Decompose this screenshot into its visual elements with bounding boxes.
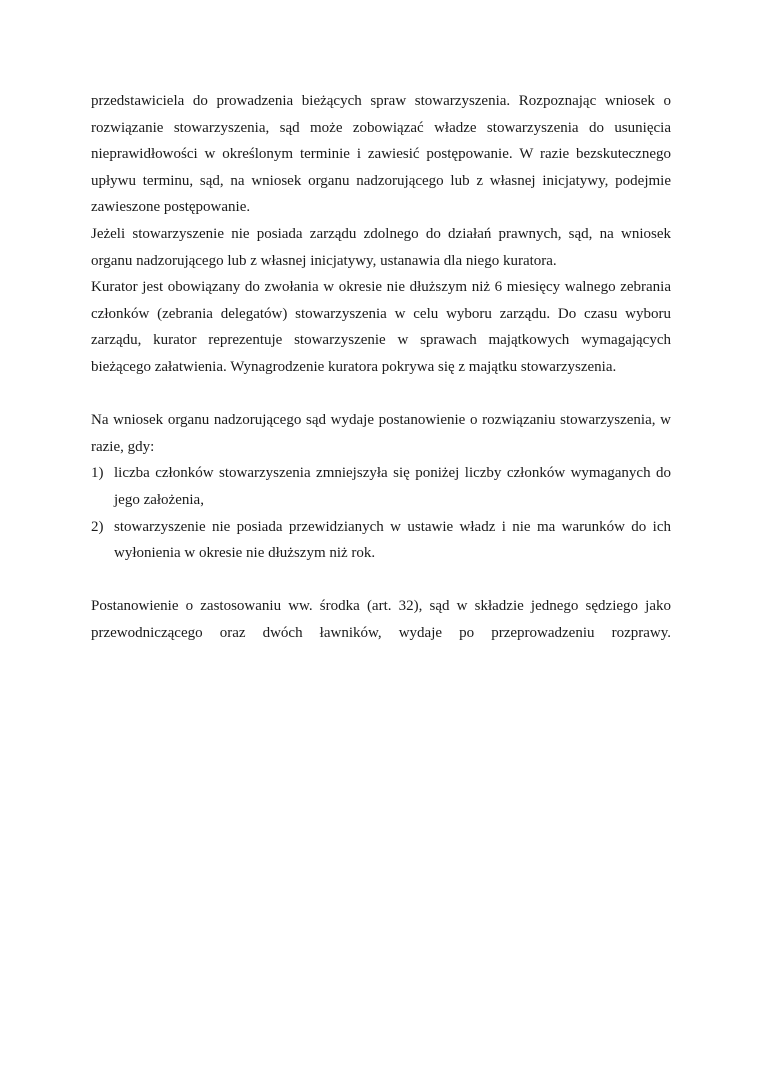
paragraph-ruling: Postanowienie o zastosowaniu ww. środka (art. 32), sąd w składzie jednego sędziego jako przewodniczącego oraz dwóch ławników, wydaje po przeprowadzeniu rozprawy. [91, 598, 671, 641]
paragraph-curator-duties: Kurator jest obowiązany do zwołania w okresie nie dłuższym niż 6 miesięcy walnego zebrania członków (zebrania delegatów) stowarzyszenia w celu wyboru zarządu. Do czasu wyboru zarządu, kurator reprezentuje stowarzyszenie w sprawach majątkowych wymagających bieżącego załatwienia. Wynagrodzenie kuratora pokrywa się z majątku stowarzyszenia. [91, 279, 671, 375]
dissolution-conditions-list [91, 460, 671, 566]
document-body [91, 88, 671, 646]
list-item-text: stowarzyszenie nie posiada przewidzianych w ustawie władz i nie ma warunków do ich wyłonienia w okresie nie dłuższym niż rok. [114, 518, 671, 562]
list-item [91, 514, 671, 567]
list-item-number: 1) [91, 465, 104, 482]
list-item-number: 2) [91, 518, 104, 535]
paragraph-representative: przedstawiciela do prowadzenia bieżących spraw stowarzyszenia. Rozpoznając wniosek o rozwiązanie stowarzyszenia, sąd może zobowiązać władze stowarzyszenia do usunięcia nieprawidłowości w określonym terminie i zawiesić postępowanie. W razie bezskutecznego upływu terminu, sąd, na wniosek organu nadzorującego lub z własnej inicjatywy, podejmie zawieszone postępowanie. [91, 93, 671, 216]
list-item [91, 460, 671, 513]
paragraph-spacer [91, 567, 671, 594]
paragraph-curator-appointment: Jeżeli stowarzyszenie nie posiada zarządu zdolnego do działań prawnych, sąd, na wniosek organu nadzorującego lub z własnej inicjatywy, ustanawia dla niego kuratora. [91, 225, 671, 269]
paragraph-dissolution-request: Na wniosek organu nadzorującego sąd wydaje postanowienie o rozwiązaniu stowarzyszenia, w razie, gdy: [91, 412, 671, 455]
list-item-text: liczba członków stowarzyszenia zmniejszyła się poniżej liczby członków wymaganych do jego założenia, [114, 465, 671, 508]
paragraph-spacer [91, 381, 671, 408]
